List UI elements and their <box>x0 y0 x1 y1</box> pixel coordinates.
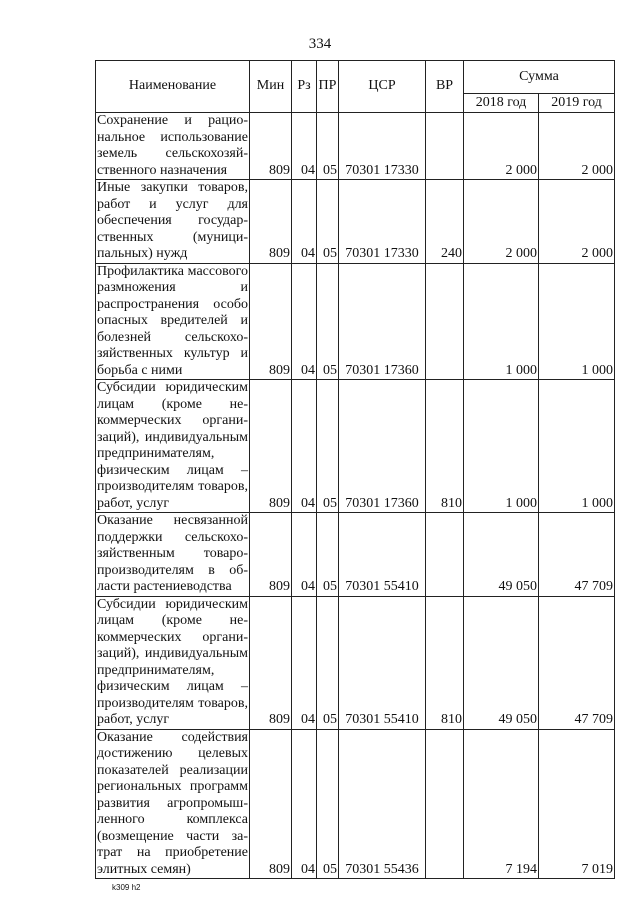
row-sum-2018: 49 050 <box>464 596 539 729</box>
row-min: 809 <box>250 180 292 264</box>
row-rz: 04 <box>292 113 317 180</box>
row-pr: 05 <box>317 729 339 879</box>
row-name: Субсидии юридическим лицам (кроме некоммерческих организаций), индивидуальным предпринимателям, физическим лицам – производителям товаров, работ, услуг <box>97 596 248 727</box>
row-name: Профилактика массового размножения и распространения особо опасных вредителей и болезней сельскохозяйственных культур и борьба с ними <box>97 263 248 378</box>
row-vr: 810 <box>426 380 464 513</box>
row-csr: 70301 55410 <box>339 596 426 729</box>
row-min: 809 <box>250 380 292 513</box>
budget-table <box>95 60 615 879</box>
table-row <box>96 263 615 380</box>
header-sum: Сумма <box>464 61 615 94</box>
row-rz: 04 <box>292 380 317 513</box>
row-name: Оказание содействия достижению целевых показателей реализации региональных программ развития агропромышленного комплекса (возмещение части затрат на приобретение элитных семян) <box>97 729 248 877</box>
row-csr: 70301 17330 <box>339 180 426 264</box>
header-rz: Рз <box>292 61 317 113</box>
row-vr <box>426 729 464 879</box>
row-sum-2019: 2 000 <box>539 113 615 180</box>
row-sum-2018: 7 194 <box>464 729 539 879</box>
row-sum-2018: 2 000 <box>464 113 539 180</box>
row-name: Иные закупки товаров, работ и услуг для обеспечения государственных (муниципальных) нужд <box>97 180 248 261</box>
row-vr <box>426 263 464 380</box>
row-csr: 70301 17360 <box>339 380 426 513</box>
table-row <box>96 596 615 729</box>
row-pr: 05 <box>317 180 339 264</box>
row-csr: 70301 55436 <box>339 729 426 879</box>
row-vr: 810 <box>426 596 464 729</box>
row-csr: 70301 17360 <box>339 263 426 380</box>
row-name: Сохранение и рациональное использование земель сельскохозяйственного назначения <box>97 113 248 178</box>
row-sum-2019: 1 000 <box>539 380 615 513</box>
row-vr: 240 <box>426 180 464 264</box>
row-rz: 04 <box>292 180 317 264</box>
row-pr: 05 <box>317 263 339 380</box>
row-sum-2018: 1 000 <box>464 380 539 513</box>
row-name: Субсидии юридическим лицам (кроме некоммерческих организаций), индивидуальным предпринимателям, физическим лицам – производителям товаров, работ, услуг <box>97 380 248 511</box>
row-min: 809 <box>250 263 292 380</box>
header-min: Мин <box>250 61 292 113</box>
row-vr <box>426 113 464 180</box>
row-csr: 70301 17330 <box>339 113 426 180</box>
row-vr <box>426 513 464 597</box>
row-pr: 05 <box>317 596 339 729</box>
table-row <box>96 729 615 879</box>
table-row <box>96 113 615 180</box>
header-year-2018: 2018 год <box>464 94 539 113</box>
header-name: Наименование <box>96 61 250 113</box>
row-pr: 05 <box>317 380 339 513</box>
row-sum-2019: 2 000 <box>539 180 615 264</box>
row-min: 809 <box>250 113 292 180</box>
row-sum-2019: 7 019 <box>539 729 615 879</box>
row-rz: 04 <box>292 513 317 597</box>
row-csr: 70301 55410 <box>339 513 426 597</box>
row-sum-2019: 1 000 <box>539 263 615 380</box>
page-number: 334 <box>308 36 332 52</box>
table-row <box>96 180 615 264</box>
table-row <box>96 380 615 513</box>
row-sum-2018: 49 050 <box>464 513 539 597</box>
row-rz: 04 <box>292 263 317 380</box>
footer-code: k309 h2 <box>112 883 141 892</box>
row-sum-2018: 1 000 <box>464 263 539 380</box>
header-vr: ВР <box>426 61 464 113</box>
row-name: Оказание несвязанной поддержки сельскохозяйственным товаропроизводителям в области растениеводства <box>97 513 248 594</box>
header-csr: ЦСР <box>339 61 426 113</box>
row-pr: 05 <box>317 513 339 597</box>
header-pr: ПР <box>317 61 339 113</box>
row-sum-2019: 47 709 <box>539 596 615 729</box>
row-sum-2019: 47 709 <box>539 513 615 597</box>
row-rz: 04 <box>292 729 317 879</box>
row-min: 809 <box>250 596 292 729</box>
row-sum-2018: 2 000 <box>464 180 539 264</box>
header-year-2019: 2019 год <box>539 94 615 113</box>
table-body <box>96 113 615 879</box>
row-min: 809 <box>250 729 292 879</box>
row-min: 809 <box>250 513 292 597</box>
row-pr: 05 <box>317 113 339 180</box>
row-rz: 04 <box>292 596 317 729</box>
table-row <box>96 513 615 597</box>
